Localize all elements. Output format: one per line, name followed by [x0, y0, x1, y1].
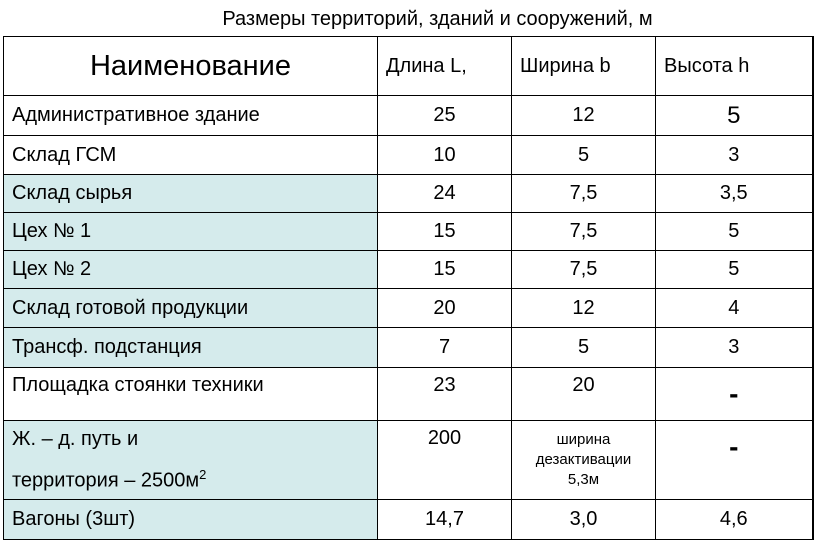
- row-length: 23: [378, 368, 512, 421]
- row-height: 5: [656, 213, 813, 251]
- row-height: 5: [656, 251, 813, 289]
- row-height: -: [656, 421, 813, 500]
- row-width-line3: 5,3м: [567, 470, 600, 488]
- table-row: [4, 289, 813, 328]
- row-width-line2: дезактивации: [535, 450, 632, 468]
- row-name: Склад сырья: [4, 175, 378, 213]
- table-row: [4, 251, 813, 289]
- row-length: 14,7: [378, 499, 512, 539]
- table-row: [4, 421, 813, 500]
- header-height: Высота h: [656, 37, 813, 96]
- table-row: [4, 175, 813, 213]
- row-name: Склад ГСМ: [4, 136, 378, 175]
- row-length: 15: [378, 213, 512, 251]
- header-length: Длина L,: [378, 37, 512, 96]
- dimensions-table: [3, 36, 814, 540]
- row-height: 4: [656, 289, 813, 328]
- table-row: [4, 499, 813, 539]
- row-height: 3,5: [656, 175, 813, 213]
- row-length: 15: [378, 251, 512, 289]
- table-header-row: [4, 37, 813, 96]
- row-name-superscript: 2: [199, 467, 207, 482]
- row-length: 200: [378, 421, 512, 500]
- table-row: [4, 213, 813, 251]
- row-width: 20: [512, 368, 656, 421]
- row-width: 7,5: [512, 175, 656, 213]
- table-row: [4, 136, 813, 175]
- row-length: 10: [378, 136, 512, 175]
- row-width: 3,0: [512, 499, 656, 539]
- row-name: [4, 421, 378, 500]
- row-length: 7: [378, 328, 512, 368]
- row-width: 5: [512, 136, 656, 175]
- table-row: [4, 328, 813, 368]
- row-name: Цех № 2: [4, 251, 378, 289]
- row-width: 7,5: [512, 213, 656, 251]
- row-height: 3: [656, 328, 813, 368]
- row-width: 5: [512, 328, 656, 368]
- row-name: Цех № 1: [4, 213, 378, 251]
- row-width: [512, 421, 656, 500]
- row-height: 5: [656, 96, 813, 136]
- header-name: Наименование: [4, 37, 378, 96]
- row-name-line2: территория – 2500м: [12, 469, 200, 492]
- row-length: 20: [378, 289, 512, 328]
- table-row: [4, 96, 813, 136]
- row-name-line1: Ж. – д. путь и: [12, 428, 139, 450]
- row-length: 25: [378, 96, 512, 136]
- header-width: Ширина b: [512, 37, 656, 96]
- row-name: Административное здание: [4, 96, 378, 136]
- table-row: [4, 368, 813, 421]
- table-title: Размеры территорий, зданий и сооружений, м: [222, 8, 653, 30]
- row-name: Вагоны (3шт): [4, 499, 378, 539]
- row-height: 4,6: [656, 499, 813, 539]
- row-length: 24: [378, 175, 512, 213]
- row-width: 7,5: [512, 251, 656, 289]
- row-width: 12: [512, 96, 656, 136]
- row-name: Трансф. подстанция: [4, 328, 378, 368]
- row-width: 12: [512, 289, 656, 328]
- row-name: Склад готовой продукции: [4, 289, 378, 328]
- row-height: 3: [656, 136, 813, 175]
- row-width-line1: ширина: [556, 430, 611, 448]
- row-name: Площадка стоянки техники: [4, 368, 378, 421]
- row-height: -: [656, 368, 813, 421]
